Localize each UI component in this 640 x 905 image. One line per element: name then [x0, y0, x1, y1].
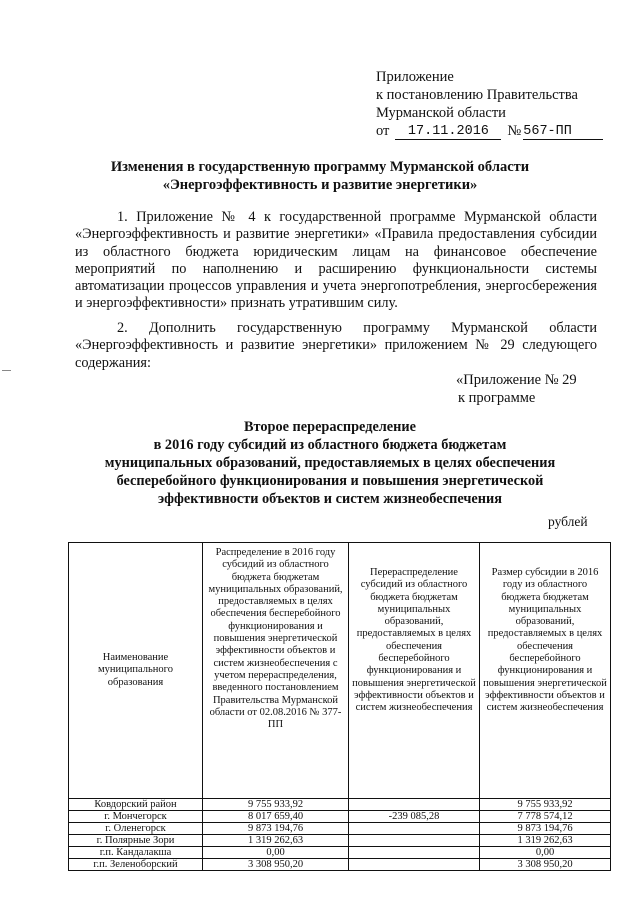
table-title — [60, 418, 600, 508]
cell-municipality: г. Оленегорск — [69, 823, 203, 835]
cell-final: 0,00 — [480, 847, 611, 859]
cell-final: 3 308 950,20 — [480, 859, 611, 871]
appendix-header — [376, 68, 603, 140]
header-redistribution: Перераспределение субсидий из областного бюджета бюджетам муниципальных образований, предоставляемых в целях обеспечения бесперебойного функционирования и повышения энергетической эффективности объектов и систем жизнеобеспечения — [349, 543, 480, 799]
document-title — [60, 158, 580, 194]
cell-municipality: г.п. Зеленоборский — [69, 859, 203, 871]
decree-number: 567-ПП — [523, 124, 603, 140]
cell-municipality: Ковдорский район — [69, 799, 203, 811]
currency-unit: рублей — [548, 514, 588, 529]
appendix-line-2: к постановлению Правительства — [376, 87, 578, 103]
cell-final: 7 778 574,12 — [480, 811, 611, 823]
header-final-subsidy: Размер субсидии в 2016 году из областного бюджета бюджетам муниципальных образований, предоставляемых в целях обеспечения бесперебойного функционирования и повышения энергетической эффективности объектов и систем жизнеобеспечения — [480, 543, 611, 799]
table-title-line-2: в 2016 году субсидий из областного бюджета бюджетам — [153, 437, 507, 453]
document-title-line-1: Изменения в государственную программу Мурманской области — [110, 159, 530, 175]
from-label: от — [376, 123, 390, 139]
document-title-line-2: «Энергоэффективность и развитие энергетики» — [162, 177, 478, 193]
appendix-29-caption — [456, 371, 577, 407]
header-initial-distribution: Распределение в 2016 году субсидий из областного бюджета бюджетам муниципальных образований, предоставляемых в целях обеспечения бесперебойного функционирования и повышения энергетической эффективности объектов и систем жизнеобеспечения с учетом перераспределения, введенного постановлением Правительства Мурманской области от 02.08.2016 № 377-ПП — [203, 543, 349, 799]
number-label: № — [507, 123, 522, 139]
table-row — [69, 811, 611, 823]
cell-redistribution — [349, 799, 480, 811]
table-title-line-1: Второе перераспределение — [244, 419, 416, 435]
table-row — [69, 847, 611, 859]
table-row — [69, 835, 611, 847]
table-title-line-3: муниципальных образований, предоставляемых в целях обеспечения — [104, 455, 556, 471]
margin-mark — [2, 370, 11, 371]
table-row — [69, 859, 611, 871]
appendix-29-line-1: «Приложение № 29 — [456, 372, 577, 388]
appendix-29-line-2: к программе — [458, 390, 536, 406]
table-title-line-5: эффективности объектов и систем жизнеобеспечения — [158, 491, 502, 507]
cell-initial: 9 755 933,92 — [203, 799, 349, 811]
appendix-date-number-line — [376, 122, 603, 140]
cell-municipality: г. Мончегорск — [69, 811, 203, 823]
decree-date: 17.11.2016 — [395, 124, 501, 140]
table-row — [69, 799, 611, 811]
table-row — [69, 823, 611, 835]
cell-initial: 9 873 194,76 — [203, 823, 349, 835]
cell-final: 1 319 262,63 — [480, 835, 611, 847]
cell-redistribution: -239 085,28 — [349, 811, 480, 823]
cell-municipality: г.п. Кандалакша — [69, 847, 203, 859]
cell-initial: 3 308 950,20 — [203, 859, 349, 871]
cell-initial: 8 017 659,40 — [203, 811, 349, 823]
cell-redistribution — [349, 859, 480, 871]
cell-final: 9 873 194,76 — [480, 823, 611, 835]
appendix-line-3: Мурманской области — [376, 105, 506, 121]
table-title-line-4: бесперебойного функционирования и повышения энергетической — [116, 473, 544, 489]
cell-redistribution — [349, 835, 480, 847]
appendix-line-1: Приложение — [376, 69, 454, 85]
cell-redistribution — [349, 823, 480, 835]
paragraph-1: 1. Приложение № 4 к государственной программе Мурманской области «Энергоэффективность и развитие энергетики» «Правила предоставления субсидии из областного бюджета юридическим лицам на финансовое обеспечение мероприятий по наполнению и расширению функциональности системы автоматизации процессов управления и учета энергопотребления, энергосбережения и энергоэффективности» признать утратившим силу. — [75, 209, 597, 312]
cell-municipality: г. Полярные Зори — [69, 835, 203, 847]
header-municipality: Наименование муниципального образования — [69, 543, 203, 799]
paragraph-2: 2. Дополнить государственную программу Мурманской области «Энергоэффективность и развитие энергетики» приложением № 29 следующего содержания: — [75, 320, 597, 371]
cell-initial: 0,00 — [203, 847, 349, 859]
table-header-row — [69, 543, 611, 799]
cell-redistribution — [349, 847, 480, 859]
cell-final: 9 755 933,92 — [480, 799, 611, 811]
subsidy-table — [68, 542, 611, 871]
cell-initial: 1 319 262,63 — [203, 835, 349, 847]
